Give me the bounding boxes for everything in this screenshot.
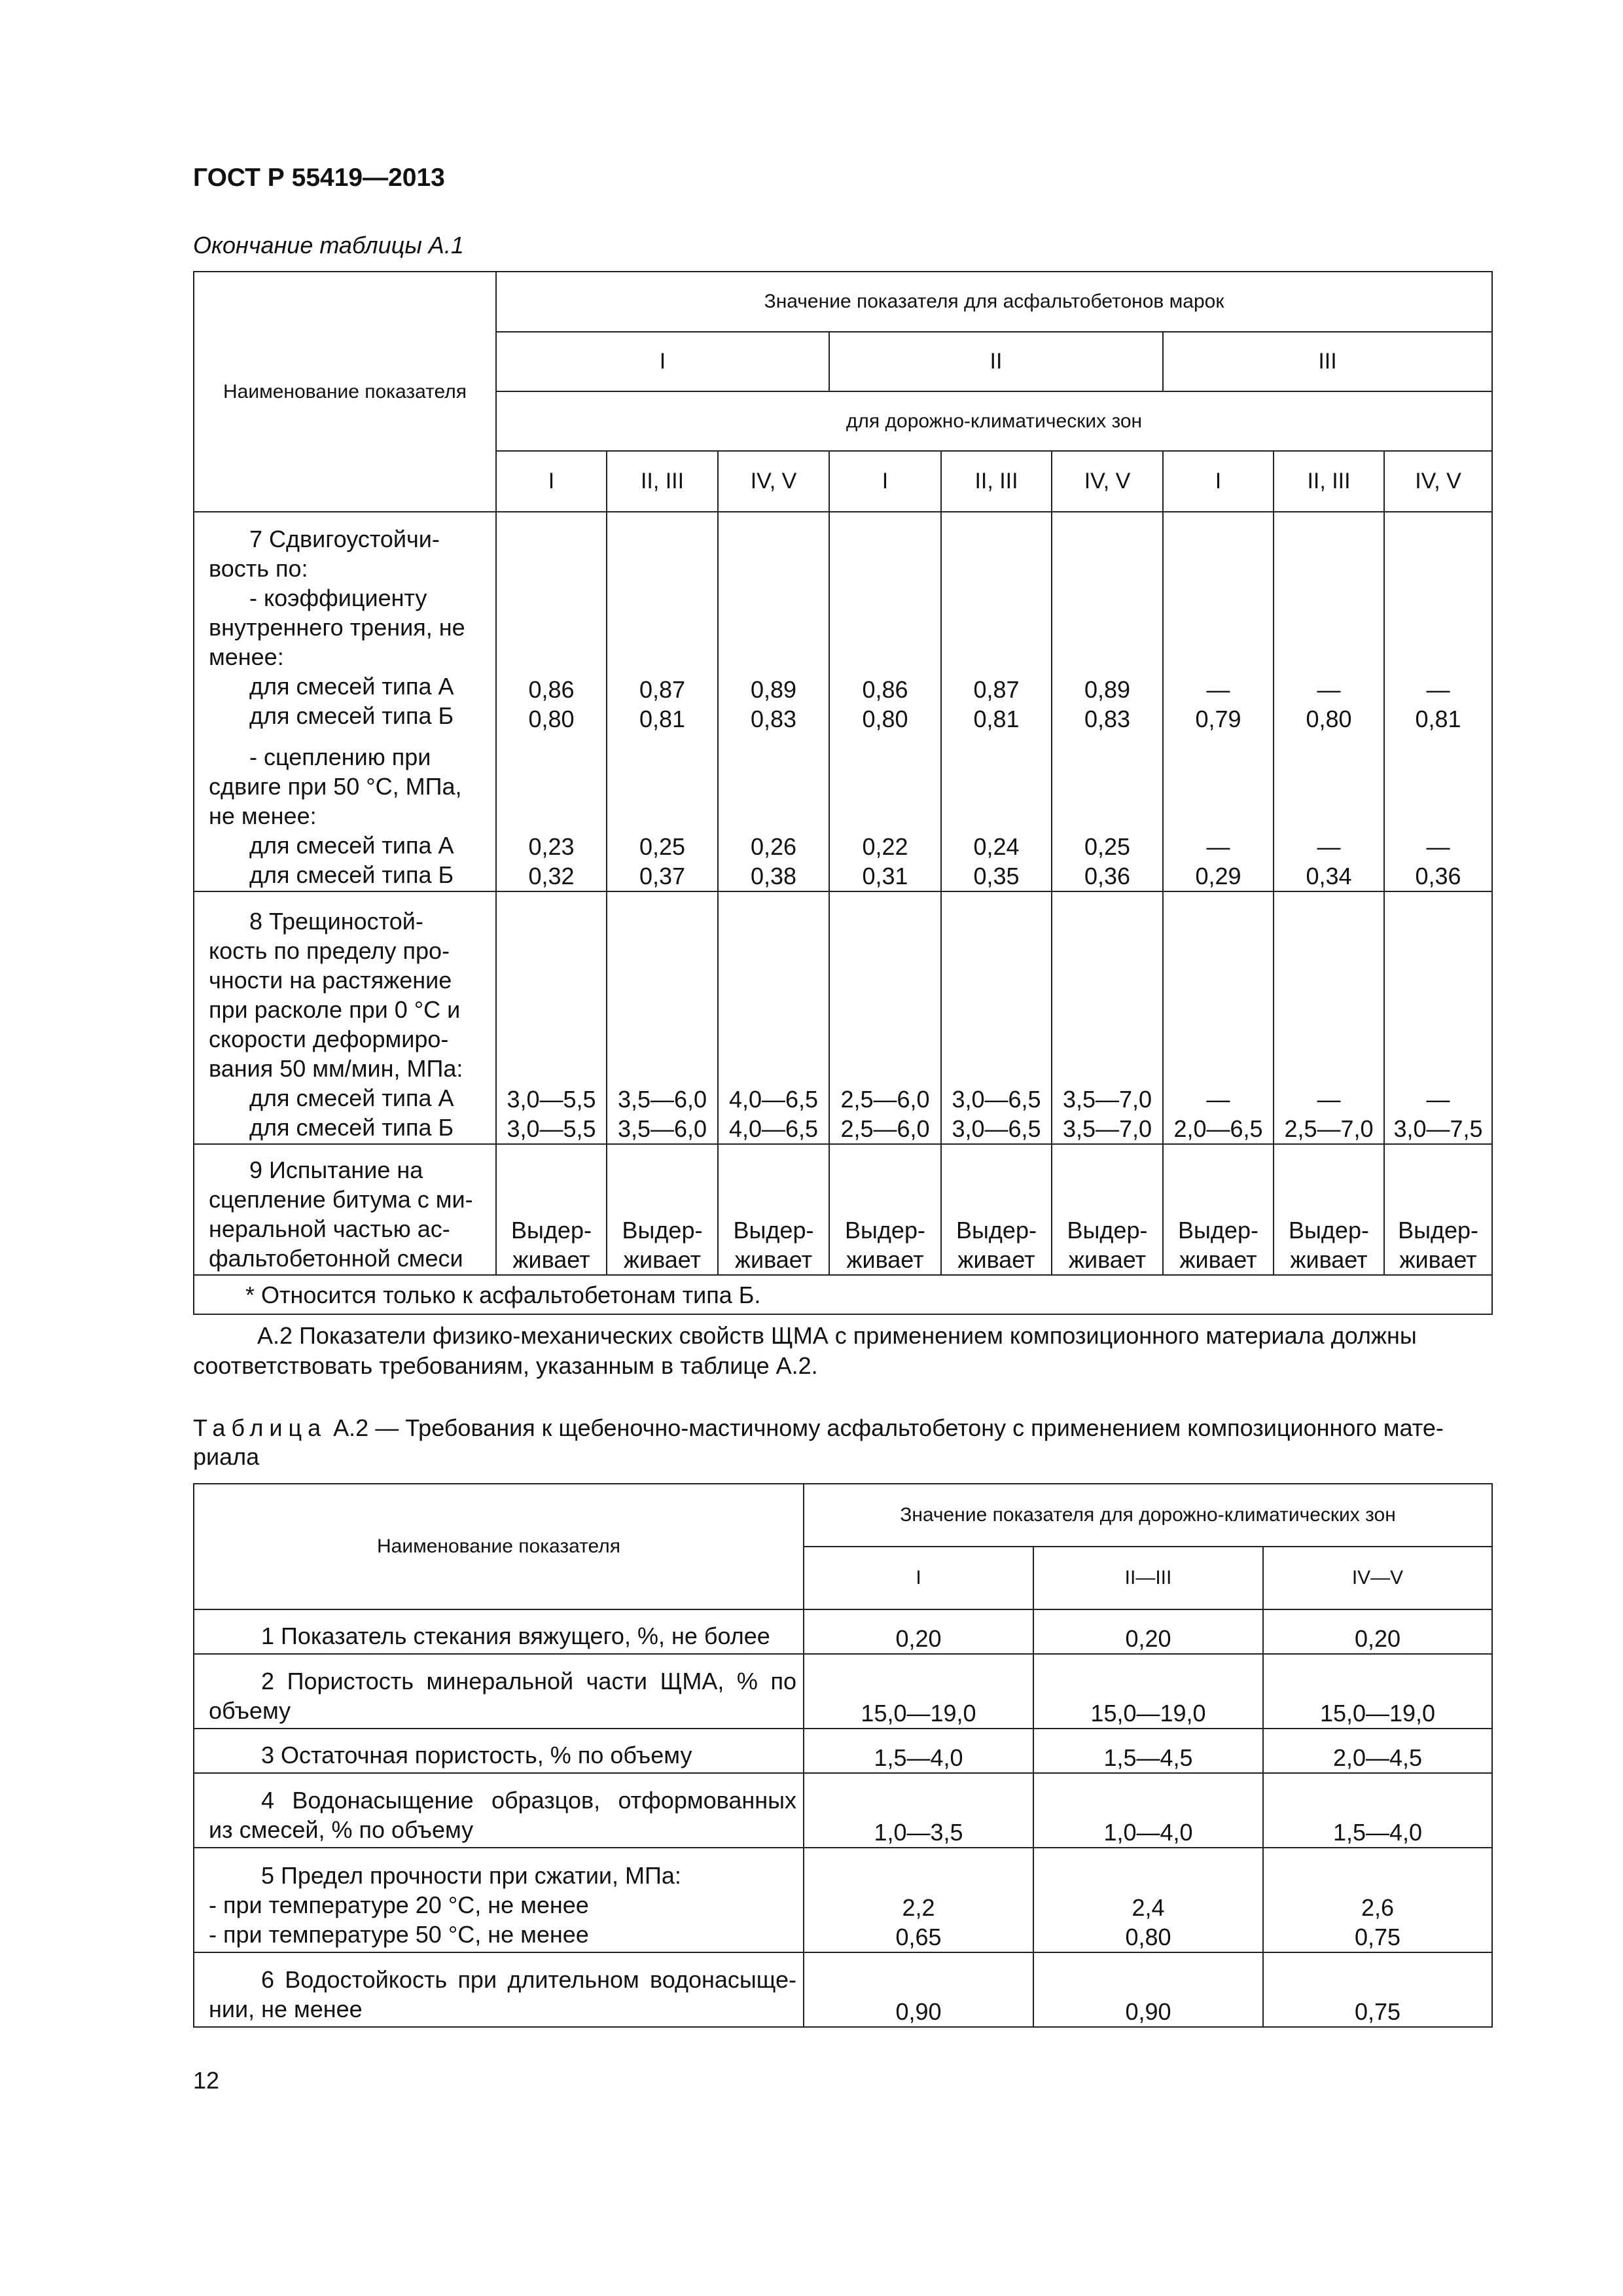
zone-header: IV, V bbox=[718, 451, 829, 512]
zone-header: II, III bbox=[607, 451, 718, 512]
value-cell: 4,0—6,5 4,0—6,5 bbox=[718, 891, 829, 1144]
zone-header: I bbox=[829, 451, 941, 512]
zone-header: I bbox=[804, 1547, 1033, 1609]
value-cell: — 0,79 — 0,29 bbox=[1163, 512, 1274, 891]
zone-header: I bbox=[496, 451, 607, 512]
grade-header: II bbox=[829, 332, 1163, 391]
value-cell: Выдер- живает bbox=[1052, 1144, 1163, 1275]
value-cell: Выдер- живает bbox=[941, 1144, 1052, 1275]
value-cell: Выдер- живает bbox=[607, 1144, 718, 1275]
value-cell: 1,5—4,0 bbox=[804, 1729, 1033, 1773]
row-label: 4 Водонасыщение образцов, отформованных из смесей, % по объему bbox=[194, 1773, 804, 1848]
page-number: 12 bbox=[193, 2067, 220, 2094]
document-header: ГОСТ Р 55419—2013 bbox=[193, 164, 445, 192]
value-cell: Выдер- живает bbox=[718, 1144, 829, 1275]
value-cell: 15,0—19,0 bbox=[1263, 1654, 1492, 1729]
zones-header: для дорожно-климатических зон bbox=[496, 391, 1492, 451]
value-cell: 0,89 0,83 0,25 0,36 bbox=[1052, 512, 1163, 891]
value-cell: 0,20 bbox=[1033, 1609, 1263, 1654]
value-cell: 15,0—19,0 bbox=[1033, 1654, 1263, 1729]
value-cell: — 2,5—7,0 bbox=[1274, 891, 1384, 1144]
col-name-header: Наименование показателя bbox=[194, 272, 496, 512]
row-label: 6 Водостойкость при длительном водонасыще- нии, не менее bbox=[194, 1952, 804, 2027]
value-cell: 3,5—6,0 3,5—6,0 bbox=[607, 891, 718, 1144]
zone-header: IV, V bbox=[1052, 451, 1163, 512]
table-row bbox=[194, 1848, 1492, 1952]
row-label: 5 Предел прочности при сжатии, МПа: - при температуре 20 °С, не менее - при температуре 50 °С, не менее bbox=[194, 1848, 804, 1952]
value-cell: 1,0—3,5 bbox=[804, 1773, 1033, 1848]
table-row bbox=[194, 1729, 1492, 1773]
zone-header: II, III bbox=[941, 451, 1052, 512]
grade-header: I bbox=[496, 332, 829, 391]
grade-header: III bbox=[1163, 332, 1492, 391]
row-label: 9 Испытание на сцепление битума с ми- неральной частью ас- фальтобетонной смеси bbox=[194, 1144, 496, 1275]
table-a1-continuation-caption: Окончание таблицы А.1 bbox=[193, 232, 464, 259]
value-cell: 3,0—6,5 3,0—6,5 bbox=[941, 891, 1052, 1144]
table-row bbox=[194, 1952, 1492, 2027]
value-cell: 3,5—7,0 3,5—7,0 bbox=[1052, 891, 1163, 1144]
value-cell: 0,87 0,81 0,24 0,35 bbox=[941, 512, 1052, 891]
value-cell: 1,5—4,0 bbox=[1263, 1773, 1492, 1848]
value-cell: 0,90 bbox=[804, 1952, 1033, 2027]
value-cell: 1,0—4,0 bbox=[1033, 1773, 1263, 1848]
table-row bbox=[194, 1609, 1492, 1654]
value-cell: — 2,0—6,5 bbox=[1163, 891, 1274, 1144]
value-cell: — 3,0—7,5 bbox=[1384, 891, 1492, 1144]
zone-header: IV—V bbox=[1263, 1547, 1492, 1609]
value-cell: 2,6 0,75 bbox=[1263, 1848, 1492, 1952]
col-name-header: Наименование показателя bbox=[194, 1484, 804, 1609]
table-a2-caption: Таблица А.2 — Требования к щебеночно-мастичному асфальтобетону с применением композиционного мате- риала bbox=[193, 1414, 1444, 1470]
value-cell: 0,20 bbox=[1263, 1609, 1492, 1654]
value-cell: 15,0—19,0 bbox=[804, 1654, 1033, 1729]
value-cell: — 0,81 — 0,36 bbox=[1384, 512, 1492, 891]
row-label: 8 Трещиностой- кость по пределу про- чности на растяжение при расколе при 0 °С и скорости деформиро- вания 50 мм/мин, МПа: для смесей типа А для смесей типа Б bbox=[194, 891, 496, 1144]
value-cell: 0,90 bbox=[1033, 1952, 1263, 2027]
row-label: 3 Остаточная пористость, % по объему bbox=[194, 1729, 804, 1773]
paragraph-a2: А.2 Показатели физико-механических свойств ЩМА с применением композиционного материала должны соответствовать требованиям, указанным в таблице А.2. bbox=[193, 1322, 1417, 1379]
value-cell: 2,2 0,65 bbox=[804, 1848, 1033, 1952]
table-footnote: * Относится только к асфальтобетонам типа Б. bbox=[194, 1275, 1492, 1314]
row-label: 2 Пористость минеральной части ЩМА, % по объему bbox=[194, 1654, 804, 1729]
value-header: Значение показателя для дорожно-климатических зон bbox=[804, 1484, 1492, 1547]
value-cell: 0,20 bbox=[804, 1609, 1033, 1654]
table-row bbox=[194, 1773, 1492, 1848]
value-cell: 2,5—6,0 2,5—6,0 bbox=[829, 891, 941, 1144]
row-label: 7 Сдвигоустойчи- вость по: - коэффициенту внутреннего трения, не менее: для смесей типа А для смесей типа Б - сцеплению при сдвиге при 50 °С, МПа, не менее: для смесей типа А для смесей типа Б bbox=[194, 512, 496, 891]
table-row bbox=[194, 1144, 1492, 1275]
value-cell: 2,4 0,80 bbox=[1033, 1848, 1263, 1952]
zone-header: I bbox=[1163, 451, 1274, 512]
value-cell: 0,86 0,80 0,22 0,31 bbox=[829, 512, 941, 891]
value-cell: Выдер- живает bbox=[1384, 1144, 1492, 1275]
value-cell: Выдер- живает bbox=[496, 1144, 607, 1275]
value-cell: Выдер- живает bbox=[1163, 1144, 1274, 1275]
value-cell: Выдер- живает bbox=[1274, 1144, 1384, 1275]
value-cell: 1,5—4,5 bbox=[1033, 1729, 1263, 1773]
zone-header: IV, V bbox=[1384, 451, 1492, 512]
value-cell: 2,0—4,5 bbox=[1263, 1729, 1492, 1773]
table-row bbox=[194, 891, 1492, 1144]
value-header: Значение показателя для асфальтобетонов марок bbox=[496, 272, 1492, 332]
zone-header: II, III bbox=[1274, 451, 1384, 512]
value-cell: 0,75 bbox=[1263, 1952, 1492, 2027]
value-cell: — 0,80 — 0,34 bbox=[1274, 512, 1384, 891]
zone-header: II—III bbox=[1033, 1547, 1263, 1609]
table-a2 bbox=[193, 1483, 1493, 2028]
row-label: 1 Показатель стекания вяжущего, %, не более bbox=[194, 1609, 804, 1654]
value-cell: 0,86 0,80 0,23 0,32 bbox=[496, 512, 607, 891]
table-row bbox=[194, 1654, 1492, 1729]
table-a1 bbox=[193, 271, 1493, 1315]
value-cell: 0,87 0,81 0,25 0,37 bbox=[607, 512, 718, 891]
table-row bbox=[194, 512, 1492, 891]
value-cell: 0,89 0,83 0,26 0,38 bbox=[718, 512, 829, 891]
value-cell: Выдер- живает bbox=[829, 1144, 941, 1275]
value-cell: 3,0—5,5 3,0—5,5 bbox=[496, 891, 607, 1144]
